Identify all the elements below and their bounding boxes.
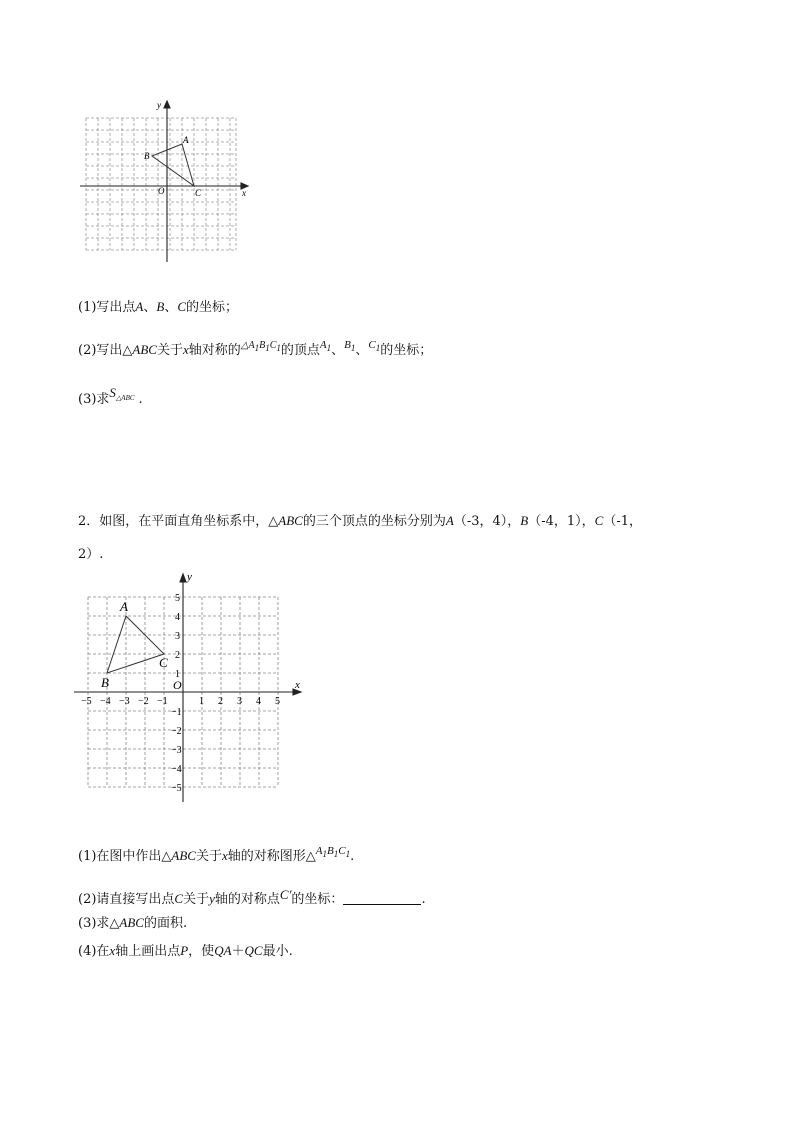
problem-2-question-3: (3)求△ABC的面积. <box>78 915 188 931</box>
figure-2-y-tick-label: −2 <box>171 726 182 737</box>
triangle-abc-figure-2 <box>107 616 164 673</box>
figure-2-x-tick-label: −3 <box>119 696 130 707</box>
figure-1-x-axis-label: x <box>242 188 246 198</box>
problem-2-question-4: (4)在x轴上画出点P，使QA＋QC最小. <box>78 943 293 959</box>
figure-1-grid-lines <box>86 118 236 250</box>
problem-2-stem-line-2: 2）. <box>78 547 104 562</box>
figure-1-coordinate-grid <box>80 96 255 266</box>
figure-2-x-tick-label: 1 <box>199 696 204 707</box>
figure-1-point-b-label: B <box>144 151 150 161</box>
figure-2-y-tick-label: −5 <box>171 783 182 794</box>
figure-2-y-tick-label: −4 <box>171 764 182 775</box>
figure-2-y-tick-label: 3 <box>175 631 180 642</box>
figure-2-y-tick-label: 1 <box>175 669 180 680</box>
problem-1-question-2: (2)写出△ABC关于x轴对称的$^{\triangle A1B1C1}$的顶点$^{A_1}$、$^{B_1}$、$^{C_1}$的坐标； <box>78 339 433 358</box>
figure-2-point-a-label: A <box>120 599 128 614</box>
figure-2-y-tick-label: 2 <box>175 650 180 661</box>
figure-2-y-tick-label: −1 <box>171 707 182 718</box>
figure-1-origin-label: O <box>158 186 165 196</box>
figure-2-coordinate-grid <box>70 570 310 805</box>
problem-2-question-2: (2)请直接写出点C关于y轴的对称点C′的坐标： . <box>78 887 426 907</box>
figure-2-x-tick-label: −1 <box>157 696 168 707</box>
figure-2-x-axis-label: x <box>295 679 300 691</box>
answer-blank[interactable] <box>343 892 421 905</box>
problem-1-question-3: (3)求$S_{\triangle ABC}$ . <box>78 385 143 407</box>
problem-2-question-1: (1)在图中作出△ABC关于x轴的对称图形△$^{A_1B_1C_1}$. <box>78 845 355 864</box>
figure-2-x-tick-label: 4 <box>256 696 261 707</box>
figure-2-y-tick-label: 4 <box>175 612 180 623</box>
figure-2-y-tick-label: 5 <box>175 593 180 604</box>
figure-2-x-tick-label: 5 <box>275 696 280 707</box>
figure-2-origin-label: O <box>173 678 182 692</box>
figure-1-point-a-label: A <box>183 135 189 145</box>
figure-2-x-tick-label: −5 <box>81 696 92 707</box>
figure-2-point-c-label: C <box>159 655 168 670</box>
figure-2-y-tick-label: −3 <box>171 745 182 756</box>
figure-2-point-b-label: B <box>101 675 109 690</box>
figure-2-x-tick-labels <box>81 696 280 707</box>
figure-2-x-tick-label: 3 <box>237 696 242 707</box>
figure-2-y-axis-label: y <box>187 571 192 583</box>
figure-1-y-axis-label: y <box>157 100 161 110</box>
figure-2-x-tick-label: 2 <box>218 696 223 707</box>
figure-2-x-tick-label: −4 <box>100 696 111 707</box>
problem-2-stem-line-1: 2．如图，在平面直角坐标系中，△ABC的三个顶点的坐标分别为A（-3，4），B（-4，1），C（-1， <box>78 513 642 529</box>
figure-2-y-tick-labels <box>171 593 182 794</box>
figure-2-x-tick-label: −2 <box>138 696 149 707</box>
figure-1-point-c-label: C <box>195 188 202 198</box>
problem-1-question-1: (1)写出点A、B、C的坐标； <box>78 299 239 315</box>
